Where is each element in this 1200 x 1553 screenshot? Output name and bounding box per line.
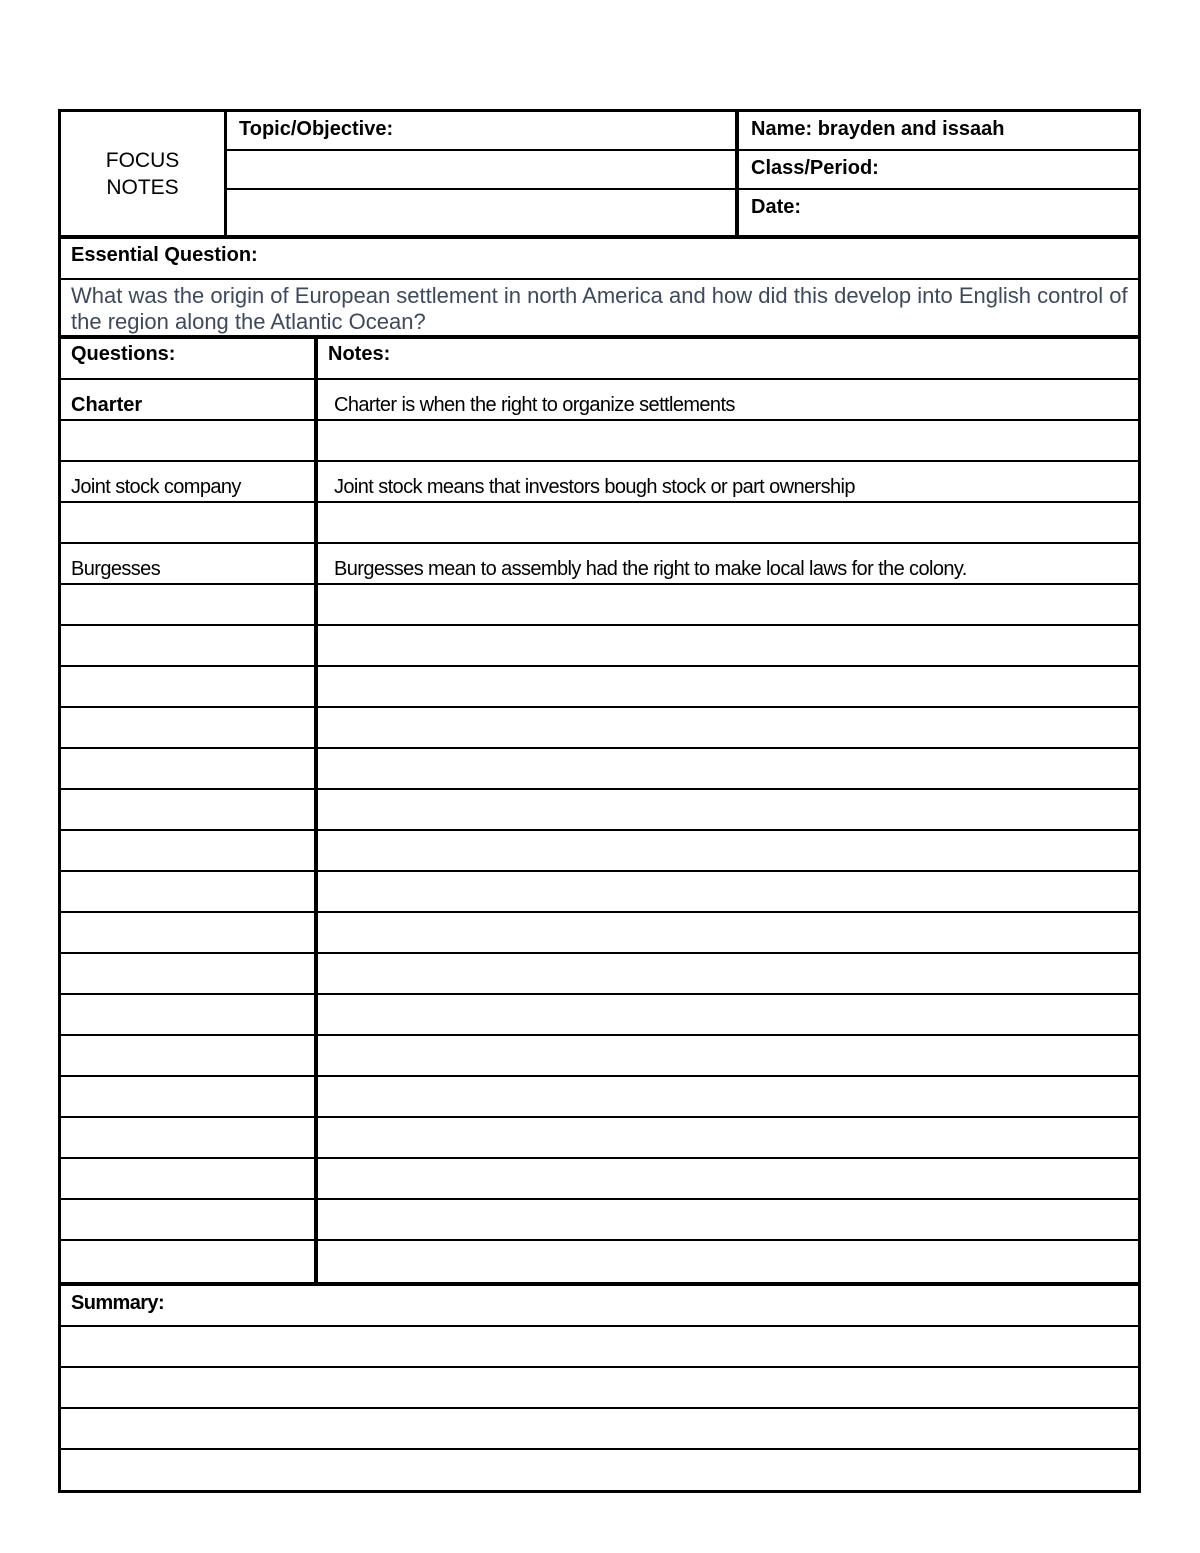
question-cell[interactable] xyxy=(61,421,314,462)
note-cell[interactable] xyxy=(318,913,1138,954)
note-cell[interactable] xyxy=(318,1077,1138,1118)
questions-header: Questions: xyxy=(61,339,314,380)
note-cell[interactable] xyxy=(318,831,1138,872)
question-cell[interactable] xyxy=(61,790,314,831)
note-cell[interactable] xyxy=(318,954,1138,995)
note-cell[interactable] xyxy=(318,585,1138,626)
note-cell[interactable] xyxy=(318,995,1138,1036)
question-cell[interactable] xyxy=(61,585,314,626)
questions-column xyxy=(61,339,318,1282)
note-cell[interactable] xyxy=(318,1159,1138,1200)
question-cell[interactable] xyxy=(61,1241,314,1282)
note-cell[interactable] xyxy=(318,1118,1138,1159)
note-cell[interactable] xyxy=(318,421,1138,462)
question-cell[interactable] xyxy=(61,749,314,790)
topic-objective-label: Topic/Objective: xyxy=(227,112,735,151)
focus-title-line2: NOTES xyxy=(106,175,179,199)
question-cell[interactable]: Charter xyxy=(61,380,314,421)
note-cell[interactable] xyxy=(318,1200,1138,1241)
note-cell[interactable]: Joint stock means that investors bough stock or part ownership xyxy=(318,462,1138,503)
focus-notes-sheet xyxy=(58,109,1141,1493)
question-cell[interactable] xyxy=(61,708,314,749)
note-cell[interactable] xyxy=(318,1036,1138,1077)
question-cell[interactable] xyxy=(61,667,314,708)
note-cell[interactable] xyxy=(318,872,1138,913)
question-cell[interactable] xyxy=(61,995,314,1036)
summary-line[interactable] xyxy=(61,1327,1138,1368)
question-cell[interactable] xyxy=(61,626,314,667)
topic-line-2[interactable] xyxy=(227,151,735,190)
notes-table xyxy=(61,339,1138,1286)
note-cell[interactable] xyxy=(318,626,1138,667)
note-cell[interactable]: Charter is when the right to organize settlements xyxy=(318,380,1138,421)
note-cell[interactable] xyxy=(318,749,1138,790)
name-field[interactable]: Name: brayden and issaah xyxy=(739,112,1138,151)
note-cell[interactable] xyxy=(318,708,1138,749)
question-cell[interactable] xyxy=(61,954,314,995)
question-cell[interactable] xyxy=(61,1077,314,1118)
question-cell[interactable] xyxy=(61,1036,314,1077)
note-cell[interactable] xyxy=(318,1241,1138,1282)
note-cell[interactable] xyxy=(318,790,1138,831)
question-cell[interactable]: Burgesses xyxy=(61,544,314,585)
topic-line-3[interactable] xyxy=(227,190,735,231)
summary-label-row xyxy=(61,1286,1138,1327)
question-cell[interactable] xyxy=(61,872,314,913)
notes-header: Notes: xyxy=(318,339,1138,380)
essential-question-label: Essential Question: xyxy=(61,239,1138,280)
class-period-field[interactable]: Class/Period: xyxy=(739,151,1138,190)
essential-question-text: What was the origin of European settlement in north America and how did this develop into English control of the region along the Atlantic Ocean? xyxy=(61,280,1138,339)
summary-line[interactable] xyxy=(61,1450,1138,1490)
question-cell[interactable] xyxy=(61,1200,314,1241)
summary-line[interactable] xyxy=(61,1368,1138,1409)
question-cell[interactable]: Joint stock company xyxy=(61,462,314,503)
question-cell[interactable] xyxy=(61,503,314,544)
topic-column xyxy=(227,112,739,235)
note-cell[interactable] xyxy=(318,667,1138,708)
question-cell[interactable] xyxy=(61,913,314,954)
summary-label: Summary: xyxy=(71,1292,165,1314)
summary-line[interactable] xyxy=(61,1409,1138,1450)
focus-notes-title xyxy=(61,112,227,235)
info-column xyxy=(739,112,1138,235)
date-field[interactable]: Date: xyxy=(751,196,802,218)
focus-title-line1: FOCUS xyxy=(105,148,180,172)
notes-column xyxy=(318,339,1138,1282)
summary-section xyxy=(61,1286,1138,1490)
note-cell[interactable] xyxy=(318,503,1138,544)
header-block xyxy=(61,112,1138,239)
question-cell[interactable] xyxy=(61,1159,314,1200)
question-cell[interactable] xyxy=(61,831,314,872)
question-cell[interactable] xyxy=(61,1118,314,1159)
note-cell[interactable]: Burgesses mean to assembly had the right to make local laws for the colony. xyxy=(318,544,1138,585)
